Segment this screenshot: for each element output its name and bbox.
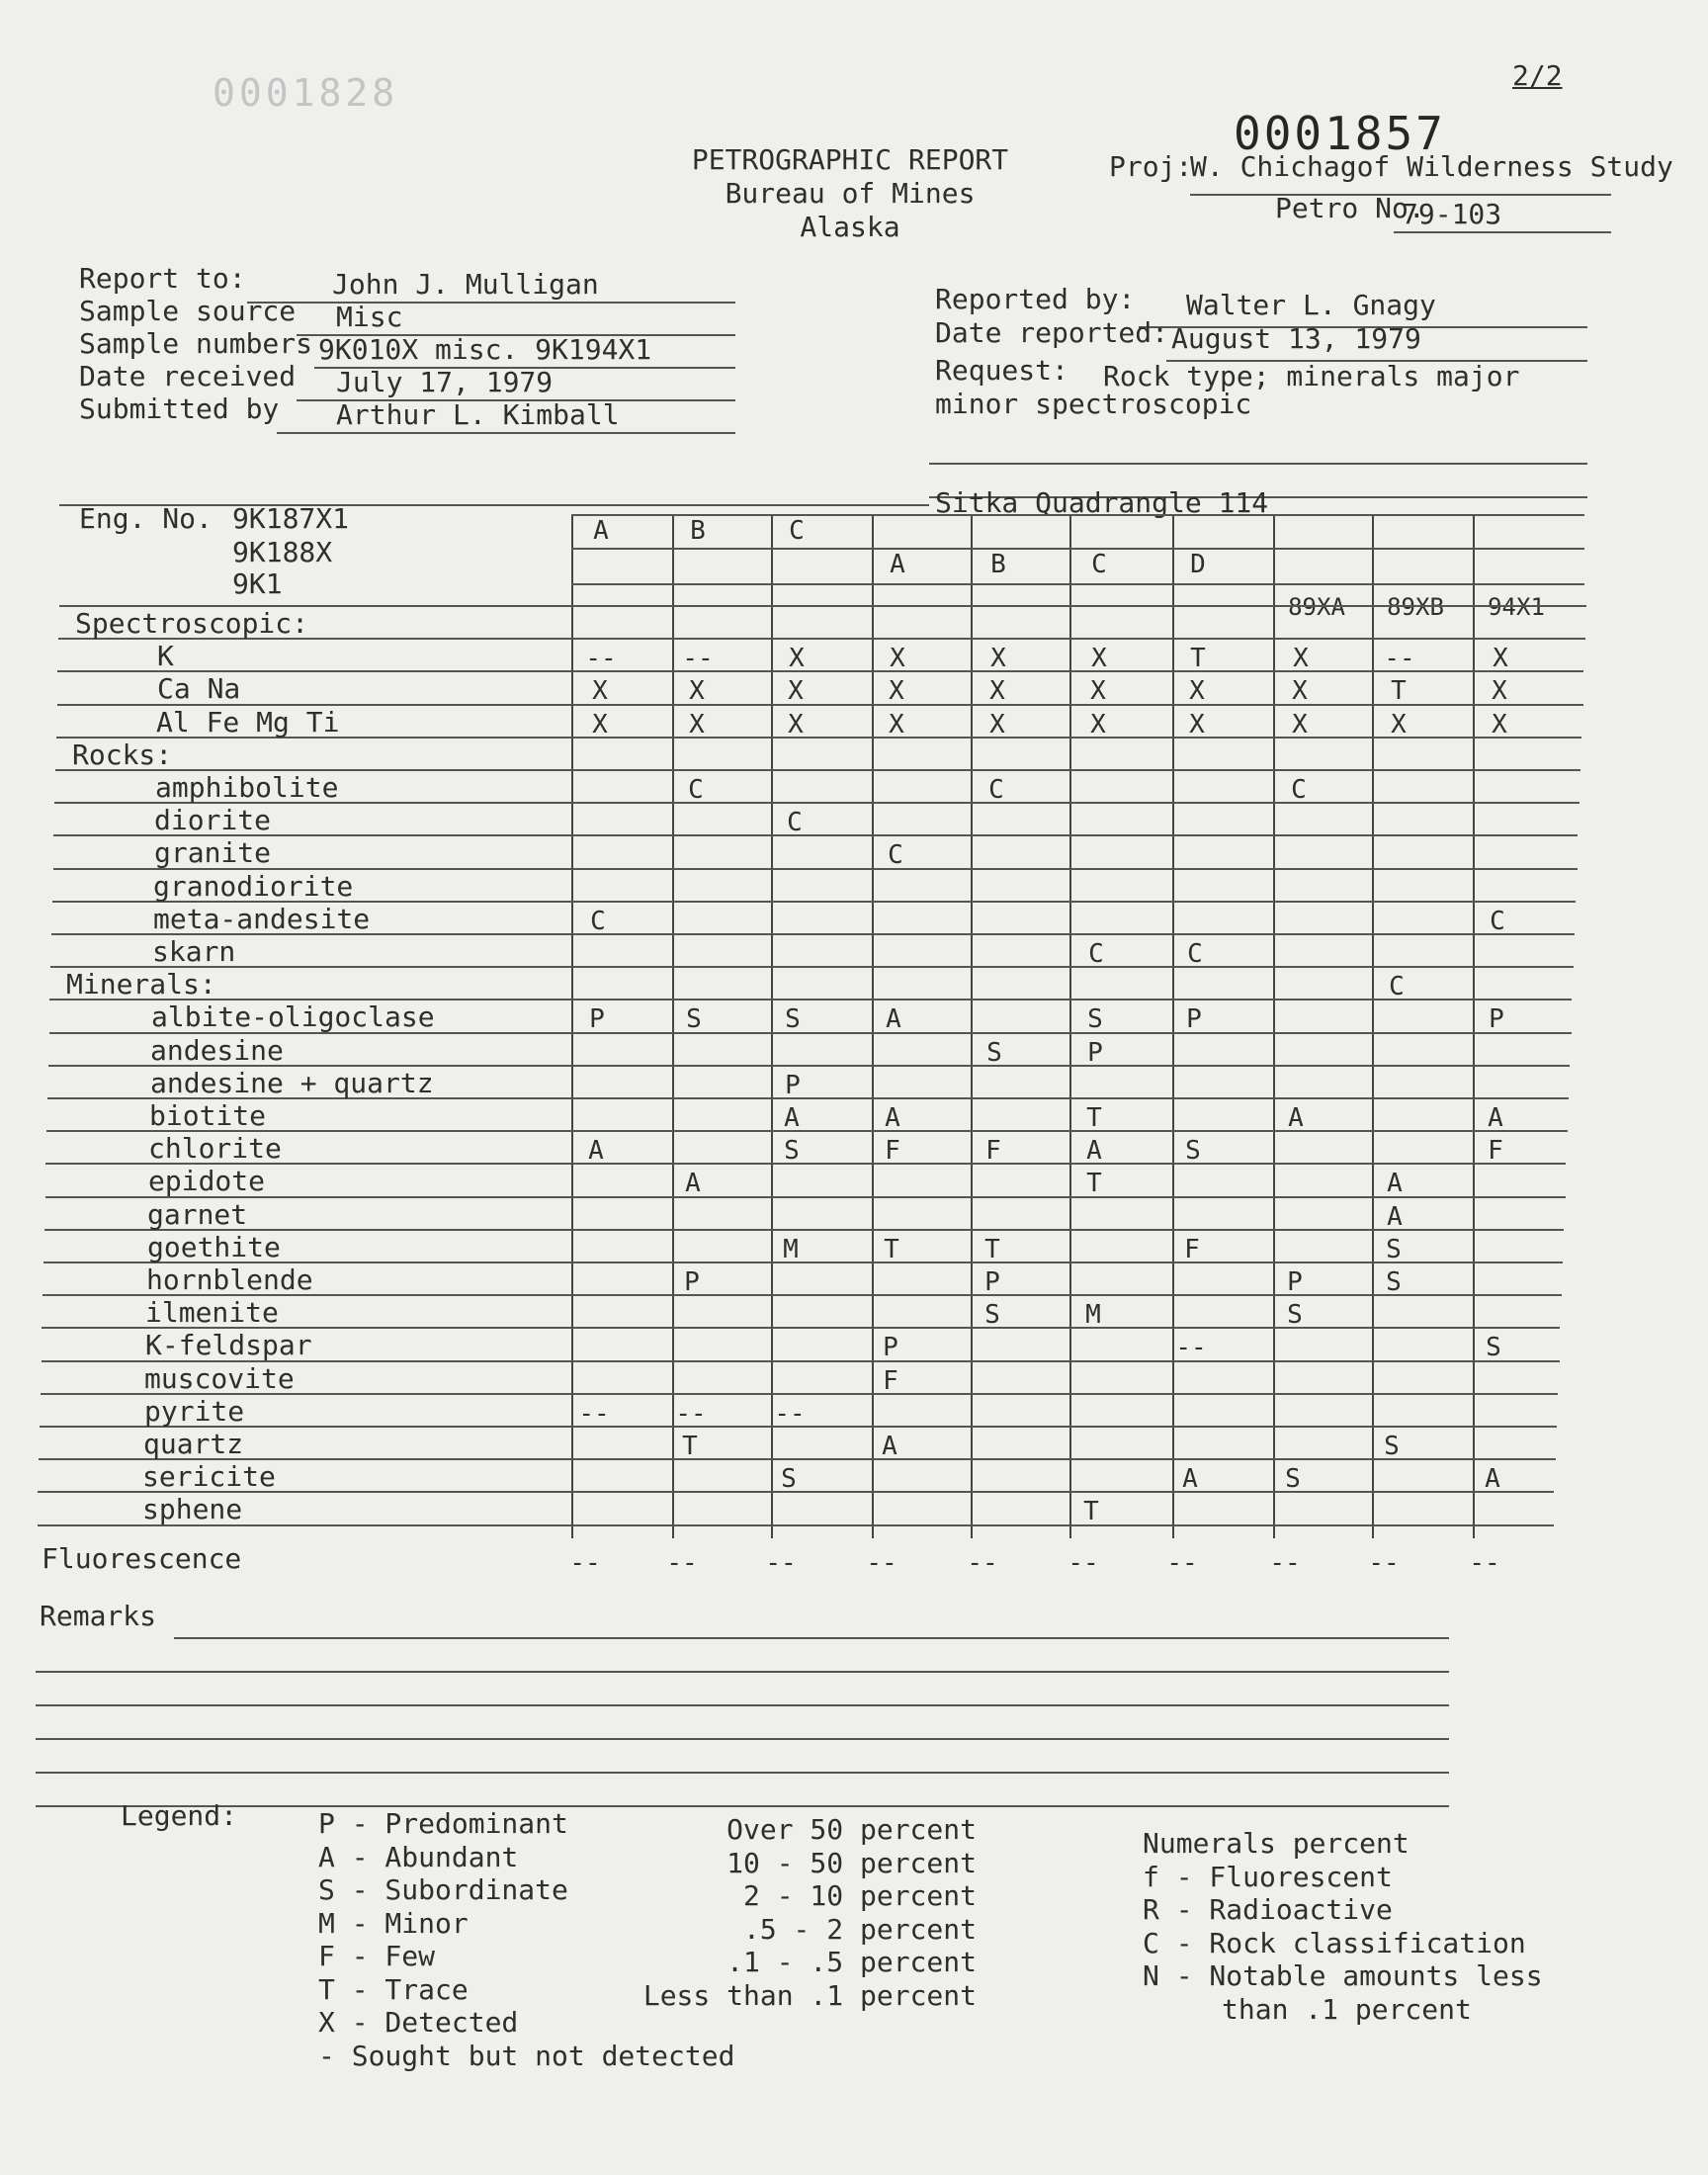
- table-cell: A: [685, 1169, 701, 1198]
- field-value: 9K010X misc. 9K194X1: [318, 333, 652, 366]
- table-cell: F: [1488, 1136, 1503, 1166]
- fluorescence-cell: --: [1166, 1548, 1198, 1578]
- remarks-line: [36, 1772, 1449, 1774]
- table-cell: P: [1489, 1004, 1504, 1034]
- report-agency: Bureau of Mines: [725, 177, 976, 210]
- table-cell: F: [985, 1136, 1001, 1166]
- row-divider: [50, 966, 1574, 968]
- table-cell: A: [1182, 1464, 1198, 1494]
- table-cell: A: [784, 1103, 800, 1133]
- table-cell: P: [1186, 1004, 1202, 1034]
- fluorescence-cell: --: [866, 1548, 897, 1578]
- page-marker: 2/2: [1512, 59, 1563, 92]
- column-header: B: [990, 550, 1006, 579]
- table-cell: S: [686, 1004, 702, 1034]
- table-cell: X: [592, 710, 608, 740]
- table-cell: --: [675, 1399, 707, 1429]
- table-cell: S: [1384, 1432, 1400, 1461]
- petro-no-value: 79-103: [1402, 198, 1502, 230]
- table-cell: A: [882, 1432, 897, 1461]
- table-cell: X: [889, 710, 904, 740]
- project-value: W. Chichagof Wilderness Study: [1190, 150, 1673, 183]
- legend-range: Less than .1 percent: [642, 1978, 977, 2012]
- table-cell: X: [689, 710, 705, 740]
- table-cell: C: [1291, 775, 1307, 805]
- table-cell: T: [884, 1235, 899, 1264]
- column-divider: [971, 514, 973, 1538]
- field-value: August 13, 1979: [1171, 322, 1421, 355]
- legend-other-item: than .1 percent: [1222, 1992, 1472, 2026]
- row-label: biotite: [149, 1099, 267, 1132]
- table-cell: A: [1086, 1136, 1102, 1166]
- table-cell: M: [783, 1235, 799, 1264]
- row-label: andesine + quartz: [150, 1067, 434, 1099]
- table-cell: T: [682, 1432, 698, 1461]
- table-cell: X: [689, 676, 705, 706]
- row-divider: [57, 670, 1583, 672]
- field-label: Report to:: [79, 262, 246, 295]
- legend-code: P - Predominant: [318, 1807, 568, 1840]
- table-cell: C: [688, 775, 704, 805]
- fluorescence-label: Fluorescence: [42, 1542, 242, 1575]
- row-label: granite: [154, 836, 272, 869]
- petro-no-underline: [1394, 231, 1611, 233]
- table-cell: S: [1087, 1004, 1103, 1034]
- table-cell: P: [984, 1267, 1000, 1297]
- row-label: sericite: [142, 1460, 276, 1493]
- remarks-line: [36, 1738, 1449, 1740]
- fluorescence-cell: --: [1368, 1548, 1400, 1578]
- column-divider: [1069, 514, 1071, 1538]
- remarks-line: [174, 1637, 1449, 1639]
- eng-no-line-2: 9K188X: [232, 536, 333, 568]
- row-divider: [53, 834, 1578, 836]
- table-cell: X: [990, 644, 1006, 673]
- table-cell: S: [1386, 1235, 1402, 1264]
- table-cell: A: [588, 1136, 604, 1166]
- table-top-rule: [59, 504, 929, 506]
- table-cell: X: [1189, 710, 1205, 740]
- petro-no-label: Petro No.: [1275, 192, 1425, 224]
- row-divider: [38, 1524, 1554, 1526]
- table-cell: P: [785, 1071, 801, 1100]
- table-cell: X: [1293, 644, 1309, 673]
- table-cell: T: [1391, 676, 1407, 706]
- row-label: Rocks:: [72, 739, 173, 771]
- eng-no-label: Eng. No.: [79, 502, 213, 535]
- legend-other-item: R - Radioactive: [1143, 1893, 1393, 1926]
- table-cell: P: [589, 1004, 605, 1034]
- column-header: A: [890, 550, 905, 579]
- row-label: Ca Na: [157, 672, 241, 705]
- table-cell: P: [1087, 1038, 1103, 1068]
- table-cell: X: [1292, 710, 1308, 740]
- field-value: July 17, 1979: [336, 366, 554, 398]
- column-header: C: [789, 516, 805, 546]
- row-label: amphibolite: [155, 771, 339, 804]
- field-label: Date reported:: [935, 316, 1169, 349]
- column-header: B: [690, 516, 706, 546]
- table-cell: S: [1386, 1267, 1402, 1297]
- table-cell: S: [986, 1038, 1002, 1068]
- table-cell: A: [886, 1004, 901, 1034]
- column-divider: [1372, 514, 1374, 1538]
- table-cell: X: [1292, 676, 1308, 706]
- report-state: Alaska: [800, 211, 900, 243]
- ghost-serial-number: 0001828: [213, 71, 399, 115]
- field-label: Submitted by: [79, 392, 280, 425]
- table-cell: X: [890, 644, 905, 673]
- row-label: meta-andesite: [153, 903, 371, 935]
- row-divider: [45, 1196, 1566, 1198]
- field-underline: [247, 302, 735, 304]
- fluorescence-cell: --: [1469, 1548, 1500, 1578]
- request-blank-line-1: [929, 463, 1587, 465]
- legend-other-item: Numerals percent: [1143, 1827, 1409, 1860]
- table-cell: --: [682, 644, 714, 673]
- row-label: K: [157, 640, 174, 672]
- fluorescence-cell: --: [765, 1548, 797, 1578]
- table-cell: X: [1493, 644, 1508, 673]
- project-label: Proj:: [1109, 150, 1193, 183]
- table-cell: P: [684, 1267, 700, 1297]
- row-label: muscovite: [144, 1362, 295, 1395]
- table-cell: F: [883, 1366, 898, 1396]
- legend-code: X - Detected: [318, 2006, 519, 2039]
- table-cell: S: [781, 1464, 797, 1494]
- row-label: hornblende: [146, 1263, 313, 1296]
- table-cell: A: [1488, 1103, 1503, 1133]
- row-label: andesine: [150, 1034, 284, 1067]
- table-cell: T: [1086, 1103, 1102, 1133]
- table-cell: X: [889, 676, 904, 706]
- field-underline: [277, 432, 735, 434]
- table-cell: X: [788, 676, 804, 706]
- field-value: Arthur L. Kimball: [336, 398, 620, 431]
- row-label: Al Fe Mg Ti: [156, 706, 340, 739]
- row-label: goethite: [147, 1231, 281, 1263]
- table-cell: X: [1492, 676, 1507, 706]
- legend-label: Legend:: [121, 1799, 238, 1832]
- column-divider: [571, 514, 573, 1538]
- field-label: Reported by:: [935, 283, 1136, 315]
- table-cell: S: [1185, 1136, 1201, 1166]
- legend-code: - Sought but not detected: [318, 2039, 735, 2072]
- table-cell: C: [988, 775, 1004, 805]
- column-header: 94X1: [1488, 593, 1545, 621]
- field-label: Sample numbers: [79, 327, 313, 360]
- legend-other-item: f - Fluorescent: [1143, 1860, 1393, 1893]
- column-divider: [1473, 514, 1475, 1538]
- table-cell: P: [1287, 1267, 1303, 1297]
- table-cell: S: [984, 1300, 1000, 1330]
- legend-code: T - Trace: [318, 1972, 469, 2006]
- fluorescence-cell: --: [967, 1548, 998, 1578]
- row-label: granodiorite: [153, 870, 354, 903]
- field-value: Walter L. Gnagy: [1186, 289, 1436, 321]
- column-header: D: [1190, 550, 1206, 579]
- fluorescence-cell: --: [1068, 1548, 1099, 1578]
- legend-other-item: N - Notable amounts less: [1143, 1959, 1543, 1992]
- eng-no-line-3: 9K1: [232, 567, 283, 600]
- table-cell: S: [1287, 1300, 1303, 1330]
- legend-code: F - Few: [318, 1940, 436, 1972]
- table-cell: T: [1190, 644, 1206, 673]
- table-cell: --: [1175, 1333, 1207, 1362]
- table-cell: C: [1490, 907, 1505, 936]
- table-cell: X: [789, 644, 805, 673]
- table-cell: X: [1391, 710, 1407, 740]
- field-label: Request:: [935, 354, 1068, 387]
- table-cell: X: [1090, 710, 1106, 740]
- table-cell: A: [1485, 1464, 1500, 1494]
- stamp-serial-number: 0001857: [1234, 107, 1446, 160]
- legend-code: M - Minor: [318, 1906, 469, 1940]
- row-label: Minerals:: [66, 968, 216, 1000]
- row-label: pyrite: [144, 1395, 245, 1428]
- table-cell: X: [592, 676, 608, 706]
- row-label: quartz: [143, 1428, 244, 1460]
- field-value: Rock type; minerals major: [1103, 360, 1520, 392]
- row-label: skarn: [152, 935, 236, 968]
- table-cell: X: [1492, 710, 1507, 740]
- row-label: diorite: [154, 804, 272, 836]
- column-header: 89XA: [1288, 593, 1345, 621]
- field-value: John J. Mulligan: [332, 268, 599, 301]
- request-continued: minor spectroscopic: [935, 388, 1252, 420]
- table-cell: X: [1091, 644, 1107, 673]
- legend-range: 2 - 10 percent: [742, 1879, 977, 1912]
- table-cell: C: [888, 840, 903, 870]
- table-cell: A: [1387, 1169, 1403, 1198]
- table-top-line: [571, 514, 1584, 516]
- remarks-line: [36, 1671, 1449, 1673]
- eng-no-line-1: 9K187X1: [232, 502, 350, 535]
- table-cell: X: [989, 710, 1005, 740]
- table-cell: A: [1288, 1103, 1304, 1133]
- legend-other-item: C - Rock classification: [1143, 1926, 1526, 1959]
- table-cell: C: [787, 808, 803, 837]
- table-cell: C: [1389, 972, 1405, 1001]
- row-label: epidote: [148, 1165, 266, 1197]
- remarks-label: Remarks: [40, 1600, 157, 1632]
- table-cell: P: [883, 1333, 898, 1362]
- table-cell: S: [1486, 1333, 1501, 1362]
- table-cell: --: [774, 1399, 806, 1429]
- quadrangle-label: Sitka Quadrangle 114: [935, 486, 1269, 519]
- table-cell: --: [585, 644, 617, 673]
- column-header: 89XB: [1387, 593, 1444, 621]
- field-value: Misc: [336, 301, 403, 333]
- table-cell: S: [785, 1004, 801, 1034]
- legend-range: .1 - .5 percent: [726, 1946, 977, 1978]
- remarks-line: [36, 1704, 1449, 1706]
- row-label: garnet: [147, 1198, 248, 1231]
- remarks-line: [36, 1805, 1449, 1807]
- table-cell: --: [1384, 644, 1415, 673]
- fluorescence-cell: --: [569, 1548, 601, 1578]
- field-label: Date received: [79, 360, 297, 392]
- row-label: ilmenite: [145, 1296, 279, 1329]
- table-cell: --: [578, 1399, 610, 1429]
- table-cell: M: [1085, 1300, 1101, 1330]
- header-divider: [571, 548, 1584, 550]
- table-cell: X: [788, 710, 804, 740]
- table-cell: A: [885, 1103, 900, 1133]
- table-cell: T: [984, 1235, 1000, 1264]
- report-title: PETROGRAPHIC REPORT: [691, 143, 1009, 176]
- legend-code: S - Subordinate: [318, 1873, 568, 1906]
- table-cell: C: [1088, 939, 1104, 969]
- table-cell: A: [1387, 1202, 1403, 1232]
- field-label: Sample source: [79, 295, 297, 327]
- table-cell: S: [1285, 1464, 1301, 1494]
- row-label: chlorite: [148, 1132, 282, 1165]
- row-label: Spectroscopic:: [75, 607, 309, 640]
- column-header: A: [593, 516, 609, 546]
- legend-range: Over 50 percent: [726, 1813, 977, 1846]
- table-cell: F: [1184, 1235, 1200, 1264]
- table-cell: X: [989, 676, 1005, 706]
- row-label: K-feldspar: [145, 1329, 312, 1361]
- row-label: albite-oligoclase: [151, 1000, 435, 1033]
- table-cell: X: [1090, 676, 1106, 706]
- legend-code: A - Abundant: [318, 1840, 519, 1873]
- table-cell: X: [1189, 676, 1205, 706]
- legend-range: 10 - 50 percent: [726, 1846, 977, 1879]
- column-divider: [1273, 514, 1275, 1538]
- table-cell: T: [1083, 1497, 1099, 1526]
- row-label: sphene: [142, 1493, 243, 1525]
- column-header: C: [1091, 550, 1107, 579]
- table-cell: C: [1187, 939, 1203, 969]
- table-cell: F: [885, 1136, 900, 1166]
- table-cell: S: [784, 1136, 800, 1166]
- fluorescence-cell: --: [1269, 1548, 1301, 1578]
- legend-range: .5 - 2 percent: [742, 1912, 977, 1946]
- header-divider: [571, 583, 1584, 585]
- table-cell: T: [1086, 1169, 1102, 1198]
- fluorescence-cell: --: [666, 1548, 698, 1578]
- table-cell: C: [590, 907, 606, 936]
